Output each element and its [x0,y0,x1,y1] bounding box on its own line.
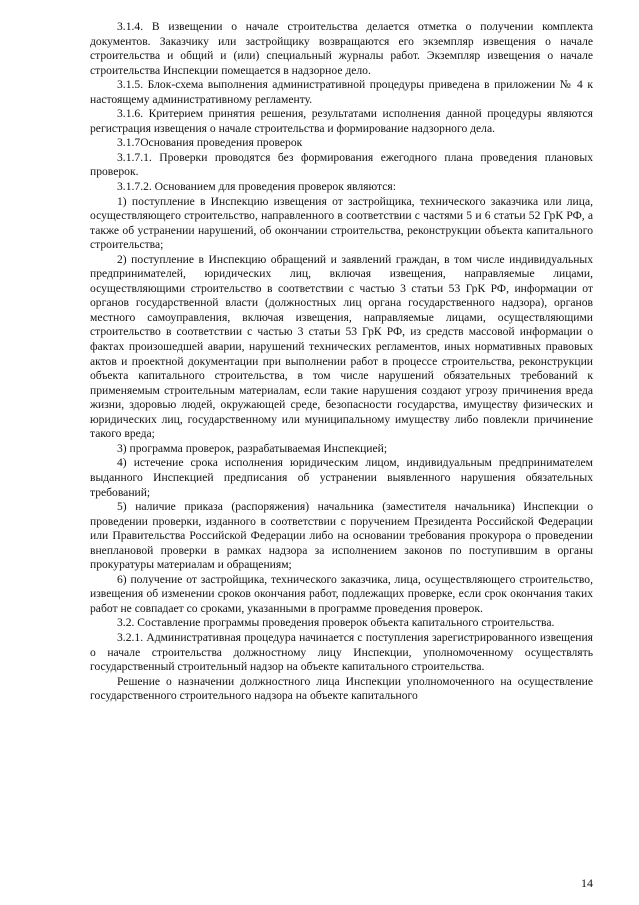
paragraph-3-2: 3.2. Составление программы проведения проверок объекта капитального строительства. [117,616,555,630]
list-item-1: 1) поступление в Инспекцию извещения от застройщика, технического заказчика или лица, осуществляющего строительство, направленного в соответствии с частями 5 и 6 статьи 52 ГрК РФ, а также об устранении нарушений, об окончании строительства, реконструкции объекта капитального строительства; [90,194,593,252]
page-number: 14 [581,876,593,890]
list-item-3: 3) программа проверок, разрабатываемая Инспекцией; [117,441,388,455]
list-item-4: 4) истечение срока исполнения юридическим лицом, индивидуальным предпринимателем выданного Инспекцией предписания об устранении выявленного нарушения обязательных требований; [90,456,593,499]
paragraph-3-1-4: 3.1.4. В извещении о начале строительства делается отметка о получении комплекта документов. Заказчику или застройщику возвращаются его экземпляр извещения о начале строительства и общий и (или) специальный журналы работ. Экземпляр извещения о начале строительства Инспекции помещается в надзорное дело. [90,20,593,77]
list-item-5: 5) наличие приказа (распоряжения) начальника (заместителя начальника) Инспекции о проведении проверки, изданного в соответствии с поручением Президента Российской Федерации или Правительства Российской Федерации либо на основании требования прокурора о проведении внеплановой проверки в рамках надзора за исполнением законов по поступившим в органы прокуратуры материалам и обращениям; [90,500,593,572]
paragraph-3-1-6: 3.1.6. Критерием принятия решения, результатами исполнения данной процедуры являются регистрация извещения о начале строительства и формирование надзорного дела. [90,107,593,135]
paragraph-3-1-5: 3.1.5. Блок-схема выполнения административной процедуры приведена в приложении № 4 к настоящему административному регламенту. [90,78,593,106]
paragraph-3-1-7: 3.1.7Основания проведения проверок [117,136,303,150]
paragraph-decision: Решение о назначении должностного лица Инспекции уполномоченного на осуществление государственного строительного надзора на объекте капитального [90,674,593,703]
paragraph-3-1-7-1: 3.1.7.1. Проверки проводятся без формирования ежегодного плана проведения плановых проверок. [90,150,593,179]
list-item-2: 2) поступление в Инспекцию обращений и заявлений граждан, в том числе индивидуальных предпринимателей, юридических лиц, включая извещения, направляемые лицами, осуществляющими строительство в соответствии с частью 3 статьи 53 ГрК РФ, информации от органов государственной власти (должностных лиц органа государственного надзора), органов местного самоуправления, включая извещения, направляемые лицами, осуществляющими строительство в соответствии с частью 3 статьи 53 ГрК РФ, из средств массовой информации о фактах произошедшей аварии, нарушений технических регламентов, иных нормативных правовых актов и проектной документации при выполнении работ в процессе строительства, реконструкции объекта капитального строительства, в том числе нарушений обязательных требований к применяемым строительным материалам, если такие нарушения создают угрозу причинения вреда жизни, здоровью людей, окружающей среде, безопасности государства, имуществу физических и юридических лиц, государственному или муниципальному имуществу либо повлекли причинение такого вреда; [90,252,593,441]
list-item-6: 6) получение от застройщика, технического заказчика, лица, осуществляющего строительство, извещения об изменении сроков окончания работ, подлежащих проверке, если срок окончания таких работ не совпадает со сроками, указанными в программе проведения проверок. [90,572,593,615]
document-page [90,20,593,704]
paragraph-3-1-7-2: 3.1.7.2. Основанием для проведения проверок являются: [117,180,396,194]
paragraph-3-2-1: 3.2.1. Административная процедура начинается с поступления зарегистрированного извещения о начале строительства должностному лицу Инспекции, уполномоченному осуществлять государственный строительный надзор на объекте капитального строительства. [90,630,593,674]
